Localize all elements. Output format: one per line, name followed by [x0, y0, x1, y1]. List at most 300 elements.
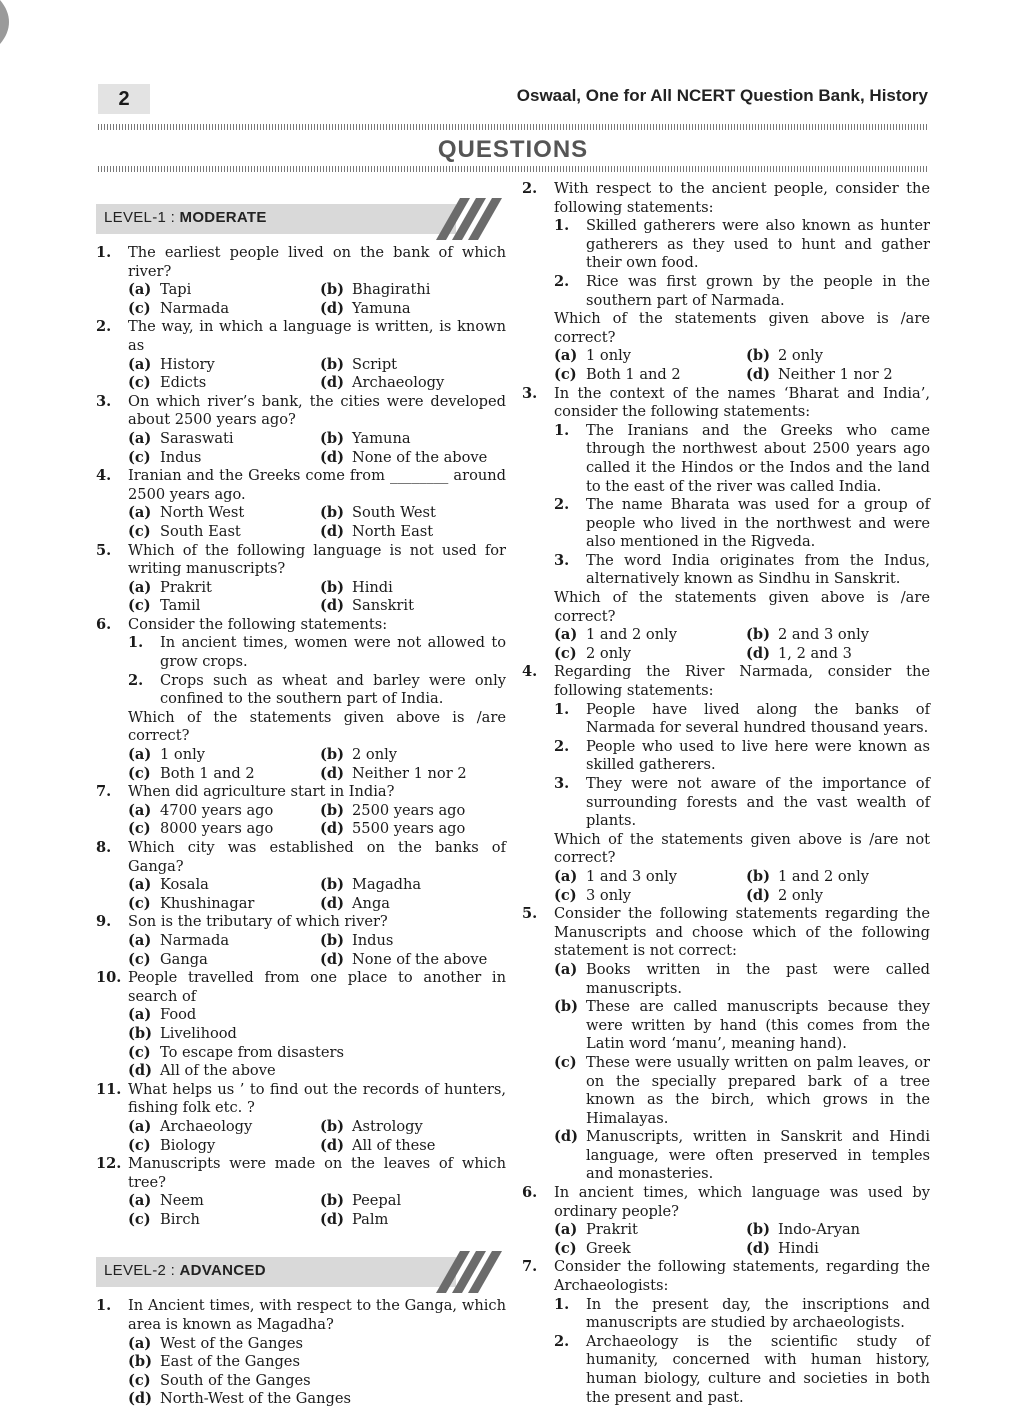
option — [320, 374, 506, 393]
option-text: Narmada — [160, 299, 230, 317]
option-text: 1 and 3 only — [586, 867, 678, 885]
section-divider — [98, 166, 928, 172]
lettered-statement — [522, 998, 930, 1054]
statement — [522, 273, 930, 310]
option — [128, 1390, 506, 1409]
question-number: 6. — [96, 615, 112, 633]
option-letter: (b) — [320, 1117, 345, 1135]
option — [128, 1192, 320, 1211]
question-row — [96, 783, 506, 802]
option-text: 2 only — [778, 347, 824, 365]
statement — [522, 1333, 930, 1407]
statement-letter: (b) — [554, 998, 579, 1016]
level-1-banner — [96, 198, 506, 240]
question-prompt: Which of the statements given above is /are correct? — [554, 589, 930, 625]
statement-number: 2. — [128, 671, 144, 689]
option-letter: (b) — [746, 347, 771, 365]
question-row — [96, 616, 506, 635]
options-grid — [96, 1118, 506, 1155]
option-text: 3 only — [586, 886, 632, 904]
option — [320, 765, 506, 784]
option-letter: (a) — [128, 429, 152, 447]
option — [128, 1025, 506, 1044]
option — [128, 430, 320, 449]
question-text: On which river’s bank, the cities were developed about 2500 years ago? — [128, 392, 506, 429]
option — [128, 1372, 506, 1391]
options-grid — [522, 868, 930, 905]
question-row — [522, 1184, 930, 1221]
option — [128, 1335, 506, 1354]
option — [128, 746, 320, 765]
option-letter: (d) — [320, 1210, 345, 1228]
statement — [522, 738, 930, 775]
option — [128, 820, 320, 839]
option — [554, 347, 746, 366]
option-letter: (b) — [320, 578, 345, 596]
option-text: None of the above — [352, 950, 488, 968]
question-text: The earliest people lived on the bank of which river? — [128, 244, 506, 280]
options-grid — [96, 1192, 506, 1229]
question-row — [96, 1297, 506, 1334]
option-text: West of the Ganges — [160, 1334, 304, 1352]
option-letter: (a) — [128, 876, 152, 894]
question-item — [96, 318, 506, 392]
question-text: With respect to the ancient people, consider the following statements: — [554, 180, 930, 216]
option-letter: (d) — [320, 820, 345, 838]
option — [320, 802, 506, 821]
option-text: Greek — [586, 1239, 631, 1257]
option-text: East of the Ganges — [160, 1353, 300, 1371]
question-item — [96, 969, 506, 1081]
question-number: 10. — [96, 969, 122, 987]
question-number: 7. — [522, 1258, 538, 1276]
option-letter: (a) — [128, 746, 152, 764]
option-letter: (d) — [746, 644, 771, 662]
option — [320, 504, 506, 523]
option — [128, 300, 320, 319]
statement-text: Crops such as wheat and barley were only confined to the southern part of India. — [160, 671, 506, 708]
option — [320, 449, 506, 468]
statement-text: Manuscripts, written in Sanskrit and Hindi language, were often preserved in temples and monasteries. — [586, 1128, 930, 1183]
options-grid — [522, 1221, 930, 1258]
option-text: Yamuna — [352, 429, 411, 447]
page-corner-decoration — [0, 0, 90, 200]
option-letter: (d) — [320, 764, 345, 782]
option-letter: (c) — [128, 764, 151, 782]
option-text: Yamuna — [352, 299, 411, 317]
option-text: Neither 1 nor 2 — [778, 365, 893, 383]
option-text: Ganga — [160, 950, 208, 968]
option-text: North-West of the Ganges — [160, 1390, 351, 1408]
book-title: Oswaal, One for All NCERT Question Bank, History — [516, 86, 928, 105]
option-text: Food — [160, 1006, 197, 1024]
option — [320, 1137, 506, 1156]
option-letter: (b) — [320, 931, 345, 949]
option — [554, 1221, 746, 1240]
question-row — [96, 244, 506, 281]
statement — [522, 701, 930, 738]
option-letter: (c) — [554, 644, 577, 662]
options-grid — [96, 504, 506, 541]
option — [128, 504, 320, 523]
option-letter: (c) — [128, 1371, 151, 1389]
question-number: 3. — [96, 392, 112, 410]
option — [746, 366, 930, 385]
option-letter: (a) — [554, 347, 578, 365]
statement-text: Archaeology is the scientific study of humanity, concerned with human history, human biology, culture and societies in both the present and past. — [586, 1332, 930, 1406]
question-number: 1. — [96, 1297, 112, 1315]
option — [128, 1062, 506, 1081]
question-item — [96, 616, 506, 783]
statement — [96, 672, 506, 709]
question-text: Which of the following language is not used for writing manuscripts? — [128, 541, 506, 578]
option-letter: (b) — [746, 867, 771, 885]
statement-number: 2. — [554, 737, 570, 755]
question-number: 12. — [96, 1155, 122, 1173]
statement-number: 2. — [554, 496, 570, 514]
option-letter: (b) — [320, 1192, 345, 1210]
option — [320, 932, 506, 951]
option — [128, 932, 320, 951]
option-text: None of the above — [352, 448, 488, 466]
question-text: What helps us ’ to find out the records of hunters, fishing folk etc. ? — [128, 1080, 506, 1117]
question-row — [522, 1258, 930, 1295]
option — [554, 626, 746, 645]
question-item — [522, 180, 930, 385]
option-text: Neither 1 nor 2 — [352, 764, 467, 782]
option-text: Kosala — [160, 876, 209, 894]
question-prompt: Which of the statements given above is /are not correct? — [554, 830, 930, 867]
option-text: Livelihood — [160, 1024, 237, 1042]
option-text: 5500 years ago — [352, 820, 466, 838]
statement-letter: (d) — [554, 1128, 579, 1146]
option-text: 1 and 2 only — [586, 626, 678, 644]
option — [320, 1118, 506, 1137]
level-2-questions — [96, 1297, 506, 1409]
option — [320, 1211, 506, 1230]
option-letter: (c) — [554, 365, 577, 383]
option-text: All of these — [352, 1136, 436, 1154]
option — [554, 868, 746, 887]
statement-text: Books written in the past were called manuscripts. — [586, 960, 930, 997]
lettered-statement — [522, 1128, 930, 1184]
option-letter: (b) — [128, 1024, 153, 1042]
option — [746, 626, 930, 645]
option-text: Both 1 and 2 — [160, 764, 255, 782]
statement-text: Skilled gatherers were also known as hunter gatherers as they used to hunt and gather their own food. — [586, 217, 930, 272]
question-number: 4. — [96, 467, 112, 485]
option — [128, 1353, 506, 1372]
option-letter: (c) — [128, 597, 151, 615]
option-text: Neem — [160, 1192, 204, 1210]
question-item — [96, 783, 506, 839]
option — [320, 579, 506, 598]
statement-number: 1. — [554, 1295, 570, 1313]
option — [128, 1211, 320, 1230]
option-letter: (a) — [128, 1117, 152, 1135]
statement-letter: (c) — [554, 1053, 577, 1071]
question-text: When did agriculture start in India? — [128, 783, 395, 801]
options-grid — [96, 1006, 506, 1080]
question-number: 2. — [522, 180, 538, 197]
option-letter: (a) — [128, 578, 152, 596]
statement-number: 3. — [554, 551, 570, 569]
option-text: 8000 years ago — [160, 820, 274, 838]
question-number: 3. — [522, 384, 538, 402]
option — [128, 579, 320, 598]
question-prompt: Which of the statements given above is /are correct? — [554, 310, 930, 346]
option-letter: (c) — [554, 1239, 577, 1257]
statement-number: 1. — [554, 217, 570, 235]
question-item — [522, 1184, 930, 1258]
option — [128, 281, 320, 300]
options-grid — [96, 430, 506, 467]
option-letter: (b) — [320, 746, 345, 764]
statement — [522, 422, 930, 496]
question-text: Which city was established on the banks of Ganga? — [128, 839, 506, 875]
option-text: North East — [352, 522, 434, 540]
statement-text: Rice was first grown by the people in the southern part of Narmada. — [586, 272, 930, 309]
option-text: Indus — [352, 931, 394, 949]
option — [320, 876, 506, 895]
option — [320, 300, 506, 319]
option-letter: (a) — [128, 281, 152, 299]
level-2-label — [104, 1262, 266, 1281]
option — [320, 746, 506, 765]
option-letter: (d) — [320, 950, 345, 968]
statement — [522, 775, 930, 831]
option-letter: (c) — [128, 299, 151, 317]
question-number: 9. — [96, 913, 112, 931]
statement-number: 2. — [554, 272, 570, 290]
question-text: The way, in which a language is written, is known as — [128, 318, 506, 354]
option-letter: (c) — [128, 522, 151, 540]
option — [746, 1240, 930, 1259]
option-letter: (a) — [128, 355, 152, 373]
option — [554, 645, 746, 664]
left-column — [96, 192, 506, 1409]
options-grid — [96, 579, 506, 616]
option — [320, 430, 506, 449]
option-text: South of the Ganges — [160, 1371, 311, 1389]
option-text: Bhagirathi — [352, 281, 431, 299]
question-row — [96, 1155, 506, 1192]
question-row — [96, 839, 506, 876]
options-grid — [522, 347, 930, 384]
option-letter: (d) — [128, 1390, 153, 1408]
statement-text: The name Bharata was used for a group of people who lived in the northwest and were also mentioned in the Rigveda. — [586, 496, 930, 551]
options-grid — [522, 626, 930, 663]
option — [746, 1221, 930, 1240]
option-text: Peepal — [352, 1192, 402, 1210]
option-text: Khushinagar — [160, 894, 255, 912]
option — [128, 951, 320, 970]
level-1-questions — [96, 244, 506, 1229]
statement-number: 1. — [128, 634, 144, 652]
option-letter: (d) — [746, 1239, 771, 1257]
options-grid — [96, 281, 506, 318]
option-text: Astrology — [352, 1117, 423, 1135]
option-text: 1 only — [160, 746, 206, 764]
options-grid — [96, 802, 506, 839]
question-item — [96, 839, 506, 913]
question-item — [522, 385, 930, 664]
option-text: Narmada — [160, 931, 230, 949]
option — [128, 374, 320, 393]
option-letter: (b) — [128, 1353, 153, 1371]
option — [320, 597, 506, 616]
option-text: 1, 2 and 3 — [778, 644, 852, 662]
option — [128, 449, 320, 468]
option-letter: (d) — [746, 365, 771, 383]
option-letter: (b) — [320, 429, 345, 447]
option-text: 1 only — [586, 347, 632, 365]
question-text: Consider the following statements: — [128, 615, 388, 633]
option-letter: (c) — [128, 1043, 151, 1061]
statement-letter: (a) — [554, 960, 578, 978]
option-letter: (c) — [128, 1136, 151, 1154]
question-item — [96, 1155, 506, 1229]
question-item — [522, 905, 930, 1184]
option-text: Tamil — [160, 597, 201, 615]
right-column — [522, 180, 930, 1407]
options-grid — [96, 932, 506, 969]
question-text: Manuscripts were made on the leaves of which tree? — [128, 1155, 506, 1191]
statement — [522, 552, 930, 589]
option — [128, 1044, 506, 1063]
option-letter: (c) — [128, 950, 151, 968]
option — [128, 765, 320, 784]
option-letter: (b) — [320, 504, 345, 522]
option-text: Archaeology — [352, 374, 445, 392]
question-number: 6. — [522, 1184, 538, 1202]
question-number: 2. — [96, 318, 112, 336]
question-item — [96, 542, 506, 616]
level-name: MODERATE — [179, 209, 267, 226]
question-row — [96, 318, 506, 355]
option — [320, 523, 506, 542]
statement-text: In the present day, the inscriptions and manuscripts are studied by archaeologists. — [586, 1295, 930, 1332]
option-letter: (b) — [746, 626, 771, 644]
statement-number: 1. — [554, 700, 570, 718]
statement-text: These were usually written on palm leaves, or on the specially prepared bark of a tree known as the birch, which grows in the Himalayas. — [586, 1053, 930, 1127]
statement-text: In ancient times, women were not allowed to grow crops. — [160, 634, 506, 671]
option — [128, 876, 320, 895]
option-text: Tapi — [160, 281, 192, 299]
question-item — [522, 1258, 930, 1407]
question-row — [96, 1081, 506, 1118]
option-letter: (a) — [554, 626, 578, 644]
question-row — [522, 663, 930, 700]
option-text: Saraswati — [160, 429, 234, 447]
option-text: South East — [160, 522, 241, 540]
option-letter: (b) — [320, 876, 345, 894]
question-text: Consider the following statements regarding the Manuscripts and choose which of the following statement is not correct: — [554, 905, 930, 960]
option-letter: (a) — [128, 504, 152, 522]
option-letter: (b) — [320, 281, 345, 299]
question-number: 5. — [522, 905, 538, 923]
option-text: 4700 years ago — [160, 801, 274, 819]
option-text: To escape from disasters — [160, 1043, 344, 1061]
option — [554, 887, 746, 906]
statement-text: These are called manuscripts because they were written by hand (this comes from the Latin word ‘manu’, meaning hand). — [586, 998, 930, 1053]
stripes-icon — [436, 198, 506, 240]
statement — [522, 217, 930, 273]
option-letter: (a) — [128, 1006, 152, 1024]
option-text: Birch — [160, 1210, 200, 1228]
option — [128, 356, 320, 375]
option-text: Anga — [352, 894, 390, 912]
options-grid — [96, 356, 506, 393]
options-grid — [96, 1335, 506, 1409]
option — [746, 347, 930, 366]
option-letter: (b) — [746, 1221, 771, 1239]
option-text: Archaeology — [160, 1117, 253, 1135]
question-number: 8. — [96, 839, 112, 856]
question-item — [96, 393, 506, 467]
option-text: Prakrit — [160, 578, 212, 596]
statement-number: 1. — [554, 421, 570, 439]
option-text: History — [160, 355, 215, 373]
option-text: Indo-Aryan — [778, 1221, 861, 1239]
option-text: 2 only — [586, 644, 632, 662]
option-letter: (a) — [128, 801, 152, 819]
option-text: All of the above — [160, 1062, 276, 1080]
option-text: Edicts — [160, 374, 207, 392]
question-number: 5. — [96, 541, 112, 559]
question-row — [522, 905, 930, 961]
option-letter: (a) — [554, 1221, 578, 1239]
question-item — [96, 1297, 506, 1409]
option — [320, 820, 506, 839]
option — [320, 951, 506, 970]
option — [746, 868, 930, 887]
question-item — [96, 913, 506, 969]
option-letter: (b) — [320, 355, 345, 373]
question-row — [96, 969, 506, 1006]
question-row — [96, 542, 506, 579]
option-letter: (d) — [746, 886, 771, 904]
option-text: Magadha — [352, 876, 422, 894]
question-text: In ancient times, which language was used by ordinary people? — [554, 1184, 930, 1220]
option — [554, 1240, 746, 1259]
question-text: In Ancient times, with respect to the Ganga, which area is known as Magadha? — [128, 1297, 506, 1334]
option-text: South West — [352, 504, 436, 522]
option-text: Sanskrit — [352, 597, 414, 615]
question-row — [522, 385, 930, 422]
option — [746, 645, 930, 664]
question-prompt: Which of the statements given above is /are correct? — [128, 708, 506, 745]
option-text: 1 and 2 only — [778, 867, 870, 885]
option — [128, 895, 320, 914]
option-letter: (d) — [320, 894, 345, 912]
option-text: Both 1 and 2 — [586, 365, 681, 383]
lettered-statement — [522, 1054, 930, 1128]
option-letter: (d) — [320, 597, 345, 615]
question-text: Iranian and the Greeks come from ________ around 2500 years ago. — [128, 467, 506, 503]
question-row — [96, 393, 506, 430]
level-name: ADVANCED — [179, 1262, 266, 1280]
level-1-label — [104, 209, 267, 228]
option-letter: (b) — [320, 801, 345, 819]
statement-text: They were not aware of the importance of surrounding forests and the vast wealth of plants. — [586, 775, 930, 830]
option-text: North West — [160, 504, 245, 522]
option-text: Hindi — [352, 578, 393, 596]
question-text: People travelled from one place to another in search of — [128, 969, 506, 1005]
statement — [96, 634, 506, 671]
question-number: 1. — [96, 244, 112, 261]
option — [746, 887, 930, 906]
